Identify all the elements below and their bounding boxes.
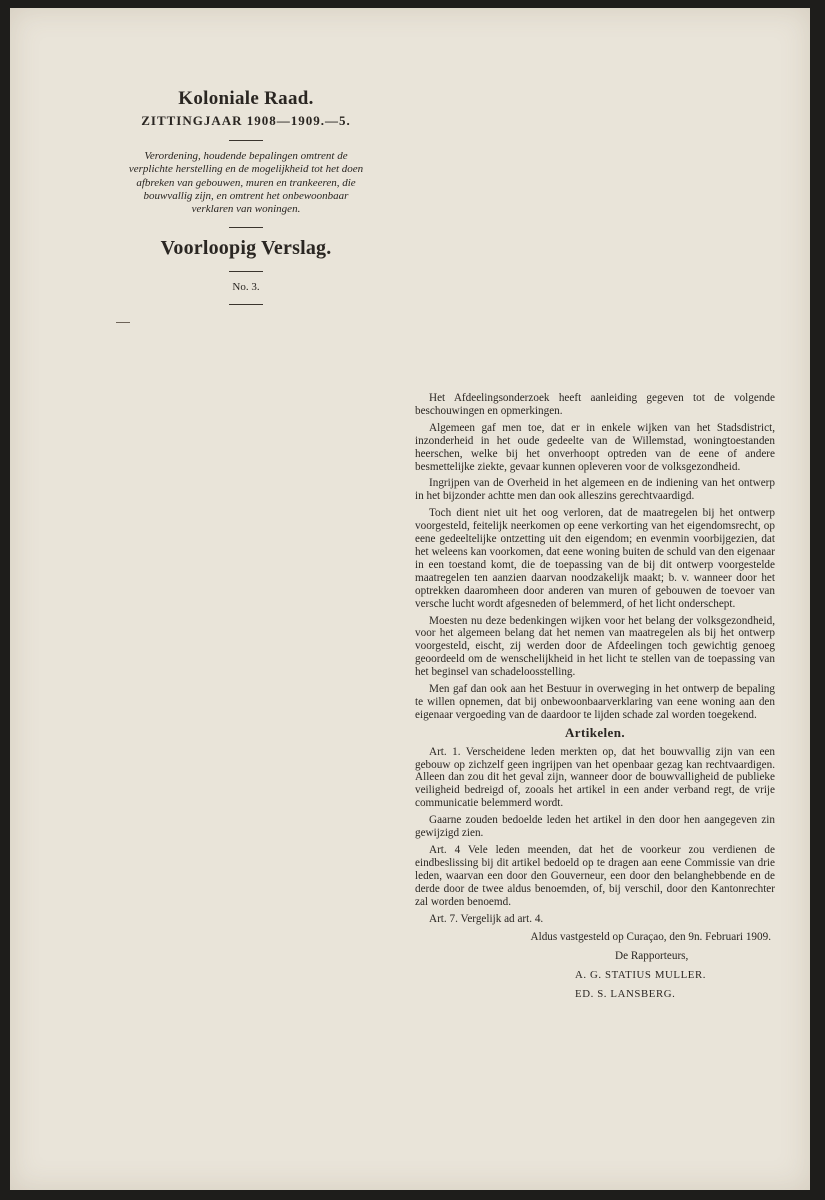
- body-paragraph: Moesten nu deze bedenkingen wijken voor het belang der volksgezondheid, voor het algemeen belang dat het nemen van maatregelen als bij het ontwerp voorgesteld, eischt, zij werden door de Afdeelingen toch gewichtig genoeg geoordeeld om de wenschelijkheid in het licht te stellen van de toepassing van het beginsel van schadeloosstelling.: [415, 614, 775, 679]
- divider: [229, 271, 263, 272]
- divider: [229, 227, 263, 228]
- body-paragraph: Toch dient niet uit het oog verloren, dat de maatregelen bij het ontwerp voorgesteld, feitelijk neerkomen op eene verkorting van het eigendomsrecht, op eene gedeeltelijke ontzetting uit den eigendom; en evenmin voorbijgezien, dat het weleens kan voorkomen, dat eene woning buiten de schuld van den eigenaar in een toestand komt, die de toepassing van de bij dit ontwerp voorgestelde maatregelen ten aanzien daarvan noodzakelijk maakt; b. v. wanneer door het optrekken daaromheen door anderen van muren of gebouwen de toevoer van versche lucht wordt afgesneden of belemmerd, of het licht onderschept.: [415, 507, 775, 610]
- body-paragraph: Ingrijpen van de Overheid in het algemeen en de indiening van het ontwerp in het bijzonder achtte men dan ook alleszins gerechtvaardigd.: [415, 477, 775, 503]
- report-body: [415, 392, 775, 1001]
- rapporteur-name: A. G. STATIUS MULLER.: [575, 969, 707, 982]
- article-paragraph: Art. 7. Vergelijk ad art. 4.: [429, 912, 544, 925]
- report-number: No. 3.: [232, 281, 260, 294]
- articles-heading: Artikelen.: [565, 724, 625, 740]
- article-paragraph: Gaarne zouden bedoelde leden het artikel in den door hen aangegeven zin gewijzigd zien.: [415, 814, 775, 840]
- rapporteur-name: ED. S. LANSBERG.: [575, 988, 676, 1001]
- divider: [229, 140, 263, 141]
- session-year: ZITTINGJAAR 1908—1909.—5.: [141, 113, 351, 128]
- ordinance-subject: Verordening, houdende bepalingen omtrent de verplichte herstelling en de mogelijkheid tot het doen afbreken van gebouwen, muren en trankeeren, die bouwvallig zijn, en omtrent het onbewoonbaar verklaren van woningen.: [128, 150, 364, 216]
- article-paragraph: Art. 4 Vele leden meenden, dat het de voorkeur zou verdienen de eindbeslissing bij dit artikel bedoeld op te dragen aan eene Commissie van drie leden, waarvan een door den Gouverneur, een door den belanghebbende en de derde door de twee aldus benoemden, of, bij verschil, door den Kantonrechter zal worden benoemd.: [415, 844, 775, 908]
- council-title: Koloniale Raad.: [178, 88, 314, 109]
- body-paragraph: Het Afdeelingsonderzoek heeft aanleiding gegeven tot de volgende beschouwingen en opmerkingen.: [415, 392, 775, 417]
- divider: [229, 304, 263, 305]
- body-paragraph: Men gaf dan ook aan het Bestuur in overweging in het ontwerp de bepaling te willen opnemen, dat bij onbewoonbaarverklaring van eene woning aan den eigenaar vergoeding van de daardoor te lijden schade zal worden toegekend.: [415, 683, 775, 721]
- document-page: [10, 8, 810, 1190]
- signing-line: Aldus vastgesteld op Curaçao, den 9n. Februari 1909.: [530, 931, 771, 944]
- body-paragraph: Algemeen gaf men toe, dat er in enkele wijken van het Stadsdistrict, inzonderheid in het oude gedeelte van de Willemstad, woningtoestanden heerschen, welke bij het onverhoopt optreden van de eene of andere besmettelijke ziekte, gevaar kunnen opleveren voor de volksgezondheid.: [415, 421, 775, 473]
- header-block: [118, 88, 374, 314]
- rapporteurs-label: De Rapporteurs,: [615, 950, 689, 963]
- margin-mark: [116, 322, 130, 323]
- article-paragraph: Art. 1. Verscheidene leden merkten op, dat het bouwvallig zijn van een gebouw op zichzelf geen ingrijpen van het openbaar gezag kan rechtvaardigen. Alleen dan zou dit het geval zijn, wanneer door de bouwvalligheid de publieke veiligheid bedreigd of, zooals het artikel in een ander verband regt, de vrije communicatie belemmerd wordt.: [415, 745, 775, 810]
- report-title: Voorloopig Verslag.: [160, 237, 332, 260]
